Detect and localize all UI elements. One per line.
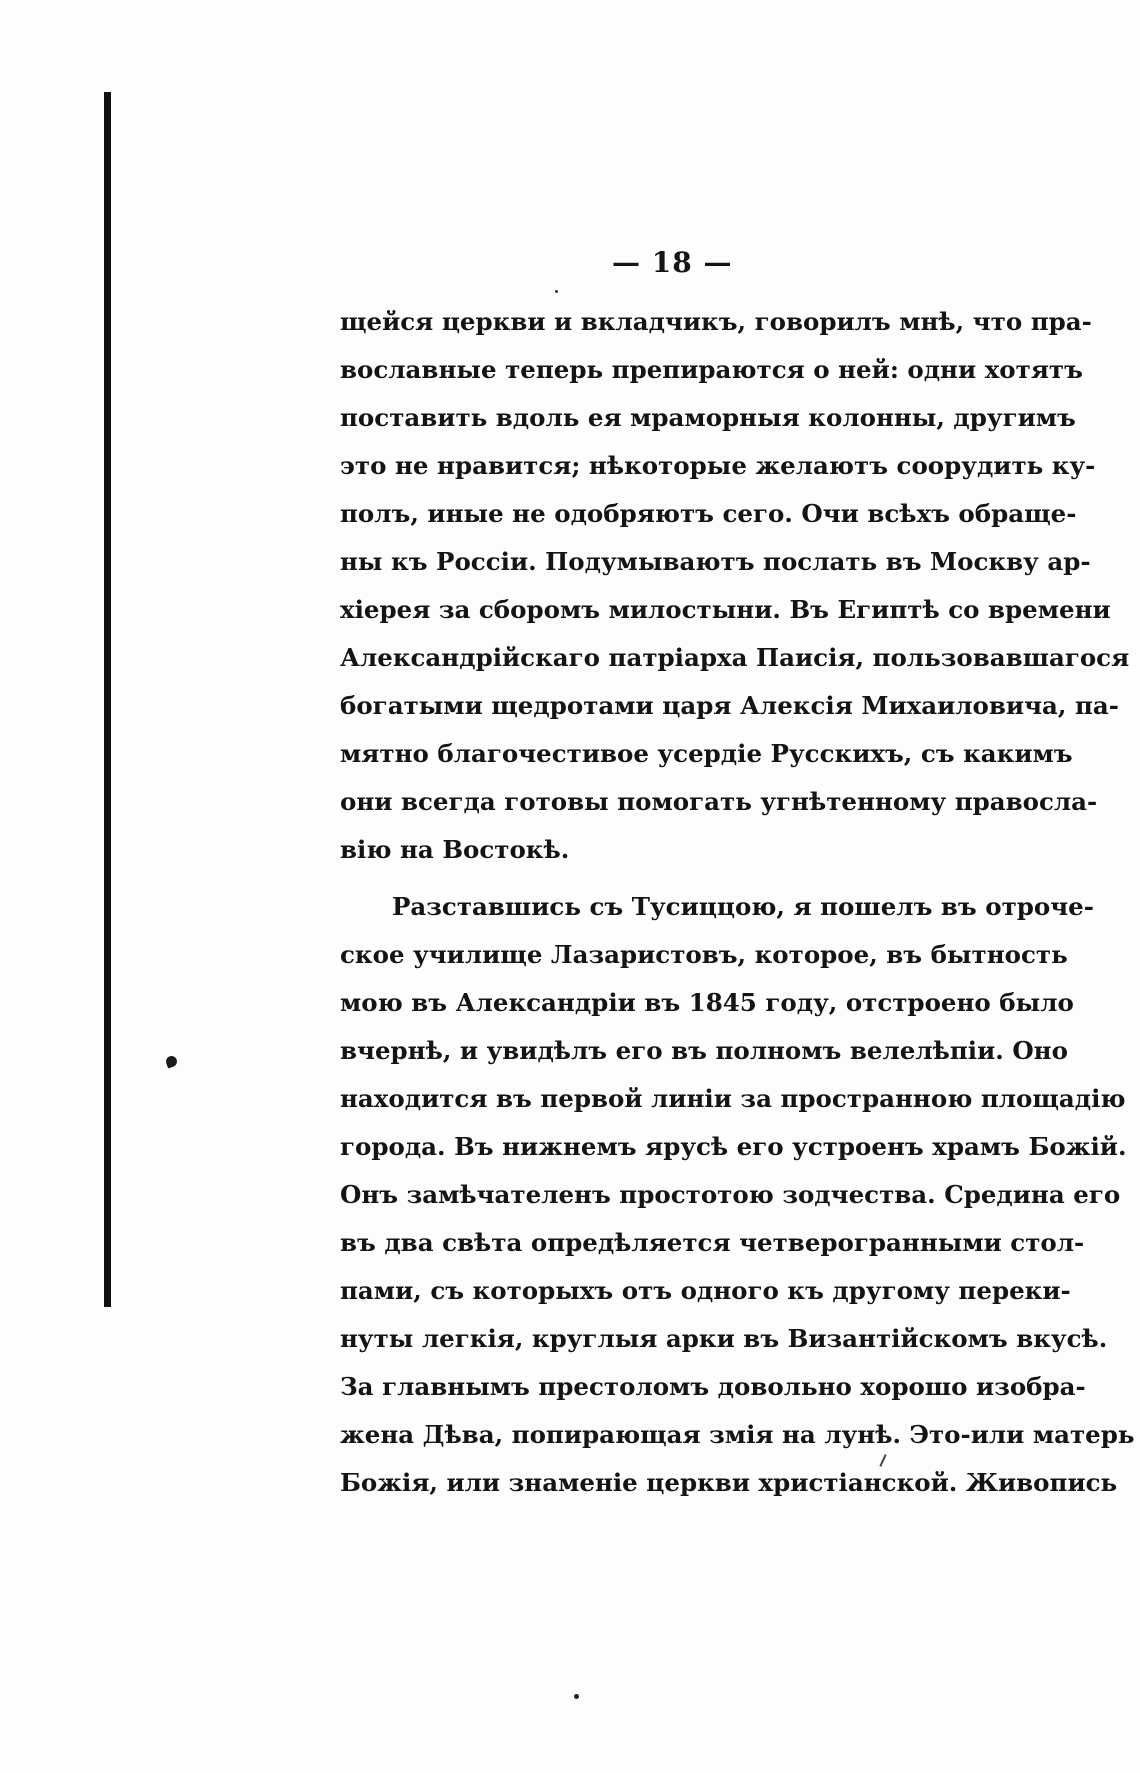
- page-edge-shadow: [104, 92, 111, 1307]
- text-line: поставить вдоль ея мраморныя колонны, другимъ: [340, 403, 1076, 432]
- text-line: находится въ первой линіи за пространною площадію: [340, 1084, 1126, 1113]
- text-line: это не нравится; нѣкоторые желаютъ соорудить ку-: [340, 451, 1096, 480]
- print-speck: [574, 1694, 579, 1699]
- text-line: Онъ замѣчателенъ простотою зодчества. Средина его: [340, 1180, 1121, 1209]
- text-line: За главнымъ престоломъ довольно хорошо изобра-: [340, 1372, 1086, 1401]
- text-line: полъ, иные не одобряютъ сего. Очи всѣхъ обраще-: [340, 499, 1077, 528]
- page-number: — 18 —: [612, 246, 733, 279]
- text-line: хіерея за сборомъ милостыни. Въ Египтѣ со времени: [340, 595, 1111, 624]
- text-line: щейся церкви и вкладчикъ, говорилъ мнѣ, что пра-: [340, 307, 1092, 336]
- body-text: [340, 298, 1135, 1507]
- text-line: мятно благочестивое усердіе Русскихъ, съ какимъ: [340, 739, 1073, 768]
- print-speck: [555, 290, 558, 293]
- text-line: вію на Востокѣ.: [340, 835, 570, 864]
- text-line: пами, съ которыхъ отъ одного къ другому переки-: [340, 1276, 1071, 1305]
- text-line: въ два свѣта опредѣляется четверогранными стол-: [340, 1228, 1085, 1257]
- paragraph-gap: [340, 874, 1028, 883]
- text-line: они всегда готовы помогать угнѣтенному правосла-: [340, 787, 1098, 816]
- text-line: Божія, или знаменіе церкви христіанской. Живопись: [340, 1468, 1118, 1497]
- text-line: жена Дѣва, попирающая змія на лунѣ. Это-или матерь: [340, 1420, 1135, 1449]
- text-line: богатыми щедротами царя Алексія Михаиловича, па-: [340, 691, 1119, 720]
- text-line: нуты легкія, круглыя арки въ Византійскомъ вкусѣ.: [340, 1324, 1108, 1353]
- text-line: Александрійскаго патріарха Паисія, пользовавшагося: [340, 643, 1130, 672]
- text-line: вчернѣ, и увидѣлъ его въ полномъ велелѣпіи. Оно: [340, 1036, 1068, 1065]
- text-line: вославные теперь препираются о ней: одни хотятъ: [340, 355, 1083, 384]
- text-line: ское училище Лазаристовъ, которое, въ бытность: [340, 940, 1068, 969]
- paragraph-2: [340, 883, 1135, 1507]
- text-line: Разставшись съ Тусиццою, я пошелъ въ отроче-: [392, 892, 1094, 921]
- text-line: мою въ Александріи въ 1845 году, отстроено было: [340, 988, 1074, 1017]
- text-line: города. Въ нижнемъ ярусѣ его устроенъ храмъ Божій.: [340, 1132, 1127, 1161]
- paragraph-1: [340, 298, 1130, 874]
- margin-ink-mark: [164, 1054, 178, 1068]
- text-line: ны къ Россіи. Подумываютъ послать въ Москву ар-: [340, 547, 1091, 576]
